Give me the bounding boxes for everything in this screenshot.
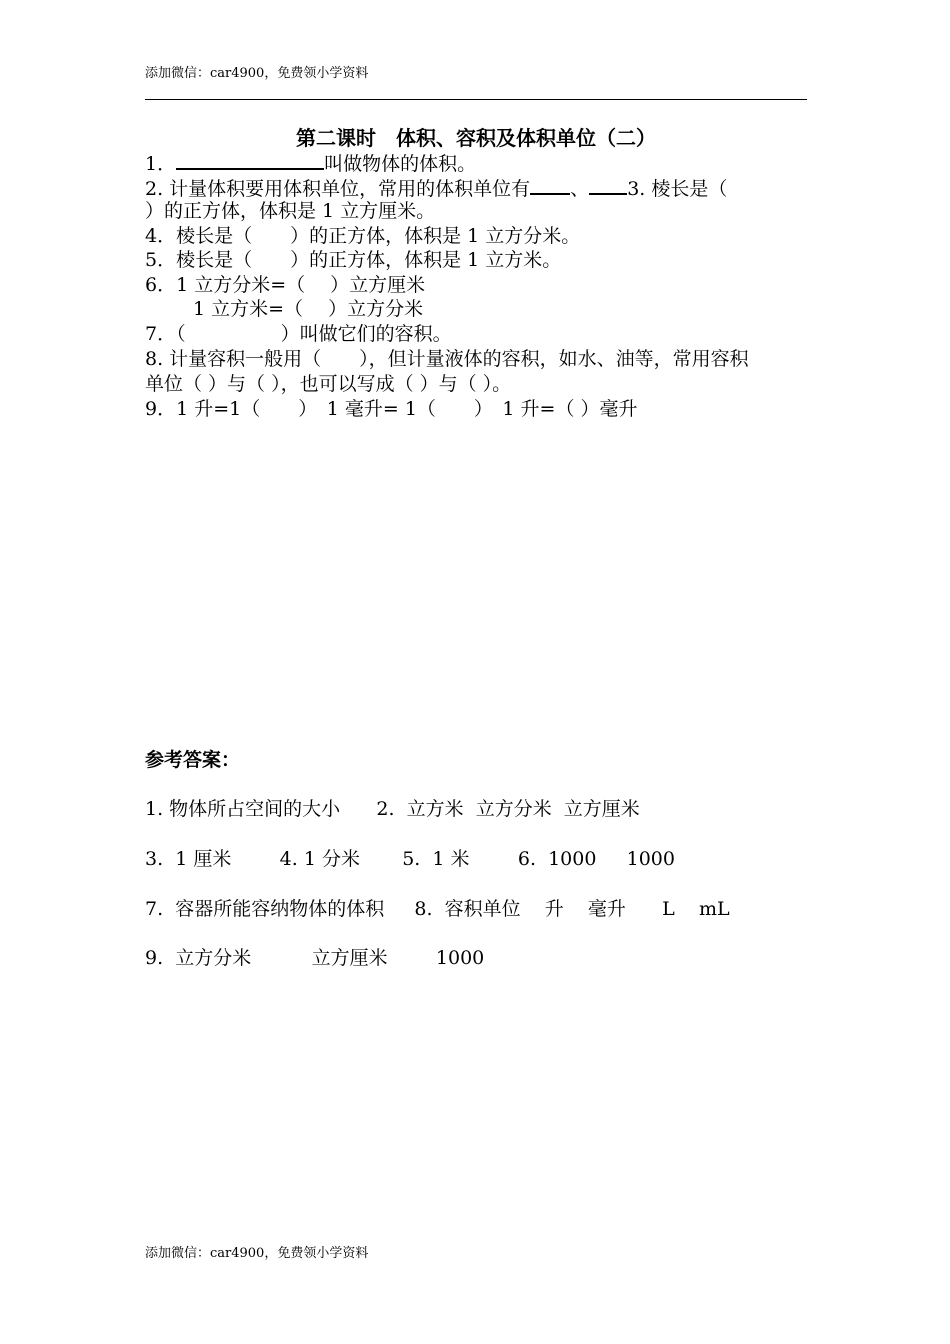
header-divider: [145, 99, 807, 100]
lesson-title: 第二课时 体积、容积及体积单位（二）: [296, 126, 656, 150]
answer-line-4: 9. 立方分米 立方厘米 1000: [145, 947, 485, 969]
answer-line-3: 7. 容器所能容纳物体的体积 8. 容积单位 升 毫升 L mL: [145, 898, 730, 920]
question-8-line-2: 单位（ ）与（ ），也可以写成（ ）与（ ）。: [145, 373, 512, 395]
answer-blank: [176, 150, 324, 170]
question-8-line-1: 8. 计量容积一般用（ ），但计量液体的容积，如水、油等，常用容积: [145, 348, 749, 370]
question-6-part-2: 1 立方米=（ ）立方分米: [193, 298, 424, 320]
answer-line-1: 1. 物体所占空间的大小 2. 立方米 立方分米 立方厘米: [145, 798, 640, 820]
answer-blank: [530, 175, 570, 195]
question-5: 5．棱长是（ ）的正方体，体积是 1 立方米。: [145, 249, 562, 271]
question-3-continued: ）的正方体，体积是 1 立方厘米。: [145, 200, 436, 222]
question-9: 9．1 升=1（ ） 1 毫升= 1（ ） 1 升=（ ）毫升: [145, 398, 638, 420]
page-header: 添加微信：car4900，免费领小学资料: [145, 66, 369, 81]
question-1-number: 1．: [145, 153, 177, 175]
question-1-text: 叫做物体的体积。: [324, 153, 477, 175]
answer-blank: [589, 175, 627, 195]
question-2: [145, 175, 810, 201]
answer-line-2: 3. 1 厘米 4. 1 分米 5. 1 米 6. 1000 1000: [145, 848, 675, 870]
question-6-part-1: 6．1 立方分米=（ ）立方厘米: [145, 274, 426, 296]
question-7: 7．（ ）叫做它们的容积。: [145, 323, 452, 345]
question-3-start: 3. 棱长是（: [627, 178, 728, 200]
page-footer: 添加微信：car4900，免费领小学资料: [145, 1246, 369, 1261]
question-2-separator: 、: [570, 178, 590, 200]
answers-heading: 参考答案：: [145, 749, 241, 771]
question-4: 4．棱长是（ ）的正方体，体积是 1 立方分米。: [145, 225, 581, 247]
question-2-text: 2. 计量体积要用体积单位，常用的体积单位有: [145, 178, 531, 200]
question-1: [145, 150, 810, 176]
